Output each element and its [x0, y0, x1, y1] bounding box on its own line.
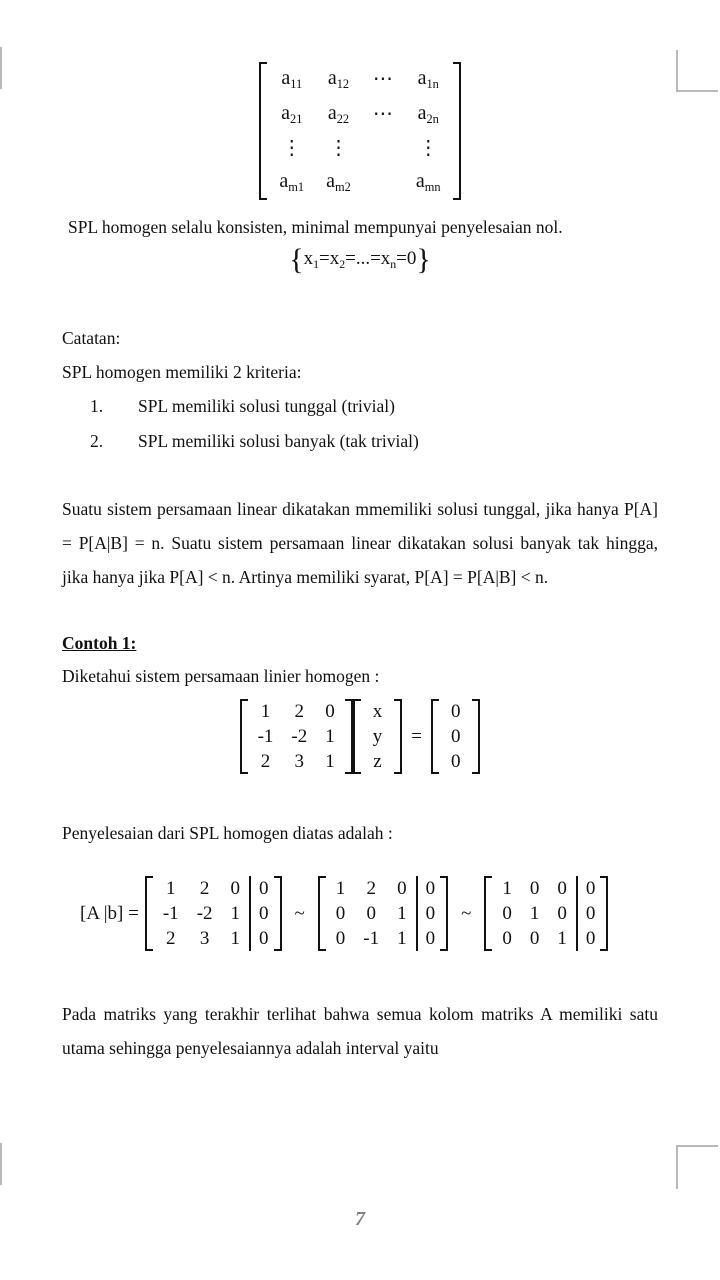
matrix-row: 1 0 0 0	[493, 876, 599, 901]
example-heading: Contoh 1:	[62, 633, 137, 653]
list-item	[62, 424, 658, 459]
matrix-row: y	[372, 726, 383, 747]
bracket-right-icon	[452, 62, 461, 200]
matrix-row: 0 0 1 0	[327, 901, 439, 926]
bracket-left-icon	[318, 876, 327, 951]
row-equivalence-tilde: ~	[294, 902, 305, 924]
bracket-right-icon	[471, 699, 480, 774]
notes-heading: Catatan:	[62, 328, 121, 348]
bracket-right-icon	[393, 699, 402, 774]
matrix-row: 1 2 0 0	[154, 876, 273, 901]
ellipsis-vertical-icon: ⋮	[328, 137, 349, 159]
consistency-statement: SPL homogen selalu konsisten, minimal mempunyai penyelesaian nol.	[68, 217, 563, 237]
list-item	[62, 389, 658, 424]
zero-solution-set: $\{x_1=x_2=...=x_n=0\}$	[289, 242, 431, 276]
augmented-reduced	[484, 876, 608, 951]
bracket-left-icon	[484, 876, 493, 951]
matrix-row: $a_{11}$ $a_{12}$ ⋯ $a_{1n}$	[268, 62, 451, 97]
ellipsis-vertical-icon: ⋮	[281, 137, 302, 159]
bracket-right-icon	[344, 699, 353, 774]
example-equation-block	[62, 699, 658, 774]
solution-prompt: Penyelesaian dari SPL homogen diatas adalah :	[62, 823, 393, 843]
brace-open: {	[289, 242, 304, 276]
matrix-row: $a_{m1}$ $a_{m2}$ $a_{mn}$	[279, 170, 441, 195]
body-paragraph: Suatu sistem persamaan linear dikatakan mmemiliki solusi tunggal, jika hanya P[A] = P[A|B] = n. Suatu sistem persamaan linear dikatakan solusi banyak tak hingga, jika hanya jika P[A] < n. Artinya memiliki syarat, P[A] = P[A|B] < n.	[62, 499, 658, 587]
page-number: 7	[355, 1208, 365, 1230]
matrix-row: -1 -2 1	[257, 726, 335, 747]
matrix-row: 0	[450, 701, 461, 722]
list-marker: 1.	[90, 396, 104, 416]
equals-sign: =	[411, 725, 422, 747]
example-prompt: Diketahui sistem persamaan linier homogen :	[62, 666, 380, 686]
matrix-row: 1 2 0 0	[327, 876, 439, 901]
augmented-original	[145, 876, 282, 951]
matrix-row: 0	[450, 751, 461, 772]
bracket-left-icon	[240, 699, 249, 774]
criteria-list	[62, 389, 658, 459]
conclusion-paragraph: Pada matriks yang terakhir terlihat bahwa semua kolom matriks A memiliki satu utama sehingga penyelesaiannya adalah interval yaitu	[62, 1004, 658, 1058]
list-item-label: SPL memiliki solusi banyak (tak trivial)	[138, 431, 419, 451]
matrix-row: -1 -2 1 0	[154, 901, 273, 926]
bracket-left-icon	[431, 699, 440, 774]
matrix-row	[268, 132, 451, 165]
bracket-left-icon	[353, 699, 362, 774]
matrix-row: 2 3 1	[260, 751, 335, 772]
general-matrix-block	[62, 62, 658, 200]
augmented-matrix-label: [A |b] =	[80, 902, 139, 924]
matrix-row: $a_{21}$ $a_{22}$ ⋯ $a_{2n}$	[268, 97, 451, 132]
row-reduction-chain	[62, 876, 658, 951]
variable-vector	[353, 699, 403, 774]
matrix-row: 1 2 0	[260, 701, 335, 722]
matrix-row: z	[373, 751, 382, 772]
matrix-row: 0 0 1 0	[493, 926, 599, 951]
result-vector	[431, 699, 481, 774]
criteria-intro: SPL homogen memiliki 2 kriteria:	[62, 362, 302, 382]
general-coefficient-matrix	[259, 62, 460, 200]
bracket-right-icon	[273, 876, 282, 951]
matrix-row: x	[372, 701, 383, 722]
list-marker: 2.	[90, 431, 104, 451]
bracket-left-icon	[259, 62, 268, 200]
ellipsis-horizontal-icon: ⋯	[372, 103, 394, 125]
bracket-left-icon	[145, 876, 154, 951]
matrix-row: 0	[450, 726, 461, 747]
matrix-row: 0 -1 1 0	[327, 926, 439, 951]
row-equivalence-tilde: ~	[461, 902, 472, 924]
ellipsis-horizontal-icon: ⋯	[372, 68, 394, 90]
augmented-step-1	[318, 876, 448, 951]
bracket-right-icon	[599, 876, 608, 951]
example-coefficient-matrix	[240, 699, 353, 774]
matrix-row: 2 3 1 0	[154, 926, 273, 951]
ellipsis-vertical-icon: ⋮	[418, 137, 439, 159]
list-item-label: SPL memiliki solusi tunggal (trivial)	[138, 396, 395, 416]
matrix-row: 0 1 0 0	[493, 901, 599, 926]
bracket-right-icon	[439, 876, 448, 951]
brace-close: }	[416, 242, 431, 276]
